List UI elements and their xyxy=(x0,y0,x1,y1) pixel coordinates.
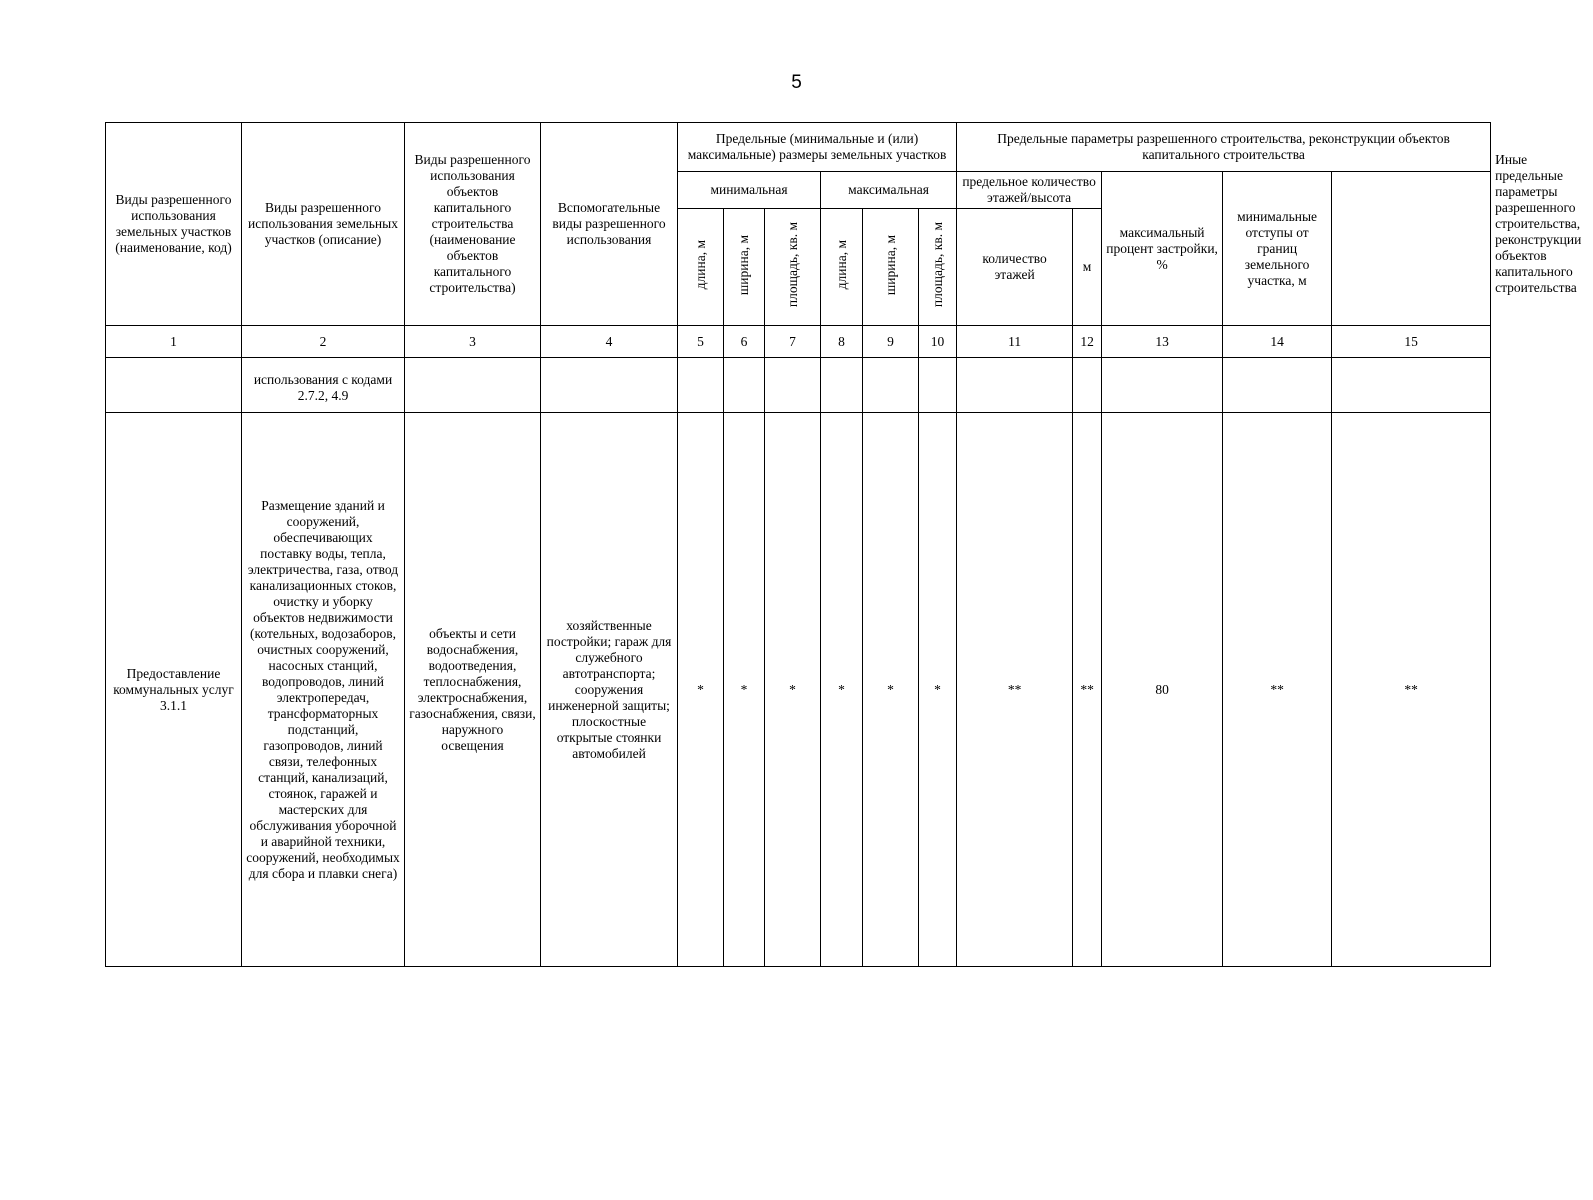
column-number: 13 xyxy=(1102,326,1223,358)
header-floors-height: предельное количество этажей/высота xyxy=(957,172,1102,209)
cell-empty xyxy=(919,358,957,413)
column-number: 1 xyxy=(106,326,242,358)
column-number: 4 xyxy=(541,326,678,358)
header-land-use-code: Виды разрешенного использования земельных участков (наименование, код) xyxy=(106,123,242,326)
land-use-name-code: Предоставление коммунальных услуг 3.1.1 xyxy=(106,413,242,967)
header-max-building-percent: максимальный процент застройки, % xyxy=(1102,172,1223,326)
column-number: 10 xyxy=(919,326,957,358)
header-minimum: минимальная xyxy=(678,172,821,209)
header-max-area: площадь, кв. м xyxy=(919,209,957,326)
header-max-length: длина, м xyxy=(821,209,863,326)
column-number: 3 xyxy=(405,326,541,358)
cell-empty xyxy=(541,358,678,413)
column-number: 8 xyxy=(821,326,863,358)
column-number: 7 xyxy=(765,326,821,358)
cell-empty xyxy=(1073,358,1102,413)
column-number: 15 xyxy=(1332,326,1491,358)
floors-value: ** xyxy=(957,413,1073,967)
cell-empty xyxy=(863,358,919,413)
column-number: 11 xyxy=(957,326,1073,358)
header-min-length: длина, м xyxy=(678,209,724,326)
header-capital-construction-use: Виды разрешенного использования объектов капитального строительства (наименование объектов капитального строительства) xyxy=(405,123,541,326)
column-number: 2 xyxy=(242,326,405,358)
min-area-value: * xyxy=(765,413,821,967)
auxiliary-uses: хозяйственные постройки; гараж для служебного автотранспорта; сооружения инженерной защиты; плоскостные открытые стоянки автомобилей xyxy=(541,413,678,967)
cell-empty xyxy=(405,358,541,413)
header-min-width: ширина, м xyxy=(724,209,765,326)
page-number: 5 xyxy=(791,72,802,93)
cell-empty xyxy=(106,358,242,413)
cell-empty xyxy=(1102,358,1223,413)
header-min-area: площадь, кв. м xyxy=(765,209,821,326)
other-parameters-value: ** xyxy=(1332,413,1491,967)
header-land-use-description: Виды разрешенного использования земельных участков (описание) xyxy=(242,123,405,326)
header-plot-size-limits: Предельные (минимальные и (или) максимальные) размеры земельных участков xyxy=(678,123,957,172)
column-number: 12 xyxy=(1073,326,1102,358)
column-number: 9 xyxy=(863,326,919,358)
min-length-value: * xyxy=(678,413,724,967)
continuation-row xyxy=(106,358,1491,413)
column-number: 5 xyxy=(678,326,724,358)
table-row xyxy=(106,413,1491,967)
max-building-percent-value: 80 xyxy=(1102,413,1223,967)
column-number-row xyxy=(106,326,1491,358)
continuation-description: использования с кодами 2.7.2, 4.9 xyxy=(242,358,405,413)
height-value: ** xyxy=(1073,413,1102,967)
min-setback-value: ** xyxy=(1223,413,1332,967)
land-use-description: Размещение зданий и сооружений, обеспечивающих поставку воды, тепла, электричества, газа, отвод канализационных стоков, очистку и уборку объектов недвижимости (котельных, водозаборов, очистных сооружений, насосных станций, водопроводов, линий электропередач, трансформаторных подстанций, газопроводов, линий связи, телефонных станций, канализаций, стоянок, гаражей и мастерских для обслуживания уборочной и аварийной техники, сооружений, необходимых для сбора и плавки снега) xyxy=(242,413,405,967)
header-max-width: ширина, м xyxy=(863,209,919,326)
max-width-value: * xyxy=(863,413,919,967)
cell-empty xyxy=(678,358,724,413)
cell-empty xyxy=(1223,358,1332,413)
header-auxiliary-use: Вспомогательные виды разрешенного использования xyxy=(541,123,678,326)
max-area-value: * xyxy=(919,413,957,967)
cell-empty xyxy=(765,358,821,413)
zoning-table: Виды разрешенного использования земельных участков (наименование, код) Виды разрешенного использования земельных участков (описание) Виды разрешенного использования объектов капитального строительства (наименование объектов капитального строительства) Вспомогательные виды разрешенного использования Предельные (минимальные и (или) максимальные) размеры земельных участков Предельные параметры разрешенного строительства, реконструкции объектов капитального строительства Иные предельные параметры разрешенного строительства, реконструкции объектов капитального строительства предельное количество этажей/высота максимальный процент застройки, % минимальные отступы от границ земельного участка, м минимальная максимальная длина, м ширина, м площадь, кв. м длина, м ширина, м площадь, кв. м количество этажей м 1 2 3 4 5 6 7 8 9 10 11 12 13 14 15 использования с кодами 2.7.2, 4.9 Предоставление коммунальных услуг 3.1.1 Размещение зданий и сооружений, обеспечивающих поставку воды, тепла, электричества, газа, отвод канализационных стоков, очистку и уборку объектов недвижимости (котельных, водозаборов, очистных сооружений, насосных станций, водопроводов, линий электропередач, трансформаторных подстанций, газопроводов, линий связи, телефонных станций, канализаций, стоянок, гаражей и мастерских для обслуживания уборочной и аварийной техники, сооружений, необходимых для сбора и плавки снега) объекты и сети водоснабжения, водоотведения, теплоснабжения, электроснабжения, газоснабжения, связи, наружного освещения хозяйственные постройки; гараж для служебного автотранспорта; сооружения инженерной защиты; плоскостные открытые стоянки автомобилей * * * * * * ** ** 80 ** ** xyxy=(105,122,1491,967)
header-min-setback: минимальные отступы от границ земельного участка, м xyxy=(1223,172,1332,326)
capital-construction-objects: объекты и сети водоснабжения, водоотведения, теплоснабжения, электроснабжения, газоснабжения, связи, наружного освещения xyxy=(405,413,541,967)
header-floors: количество этажей xyxy=(957,209,1073,326)
header-meters: м xyxy=(1073,209,1102,326)
cell-empty xyxy=(957,358,1073,413)
header-maximum: максимальная xyxy=(821,172,957,209)
cell-empty xyxy=(821,358,863,413)
max-length-value: * xyxy=(821,413,863,967)
header-construction-parameters: Предельные параметры разрешенного строительства, реконструкции объектов капитального строительства xyxy=(957,123,1491,172)
column-number: 14 xyxy=(1223,326,1332,358)
cell-empty xyxy=(724,358,765,413)
cell-empty xyxy=(1332,358,1491,413)
min-width-value: * xyxy=(724,413,765,967)
column-number: 6 xyxy=(724,326,765,358)
